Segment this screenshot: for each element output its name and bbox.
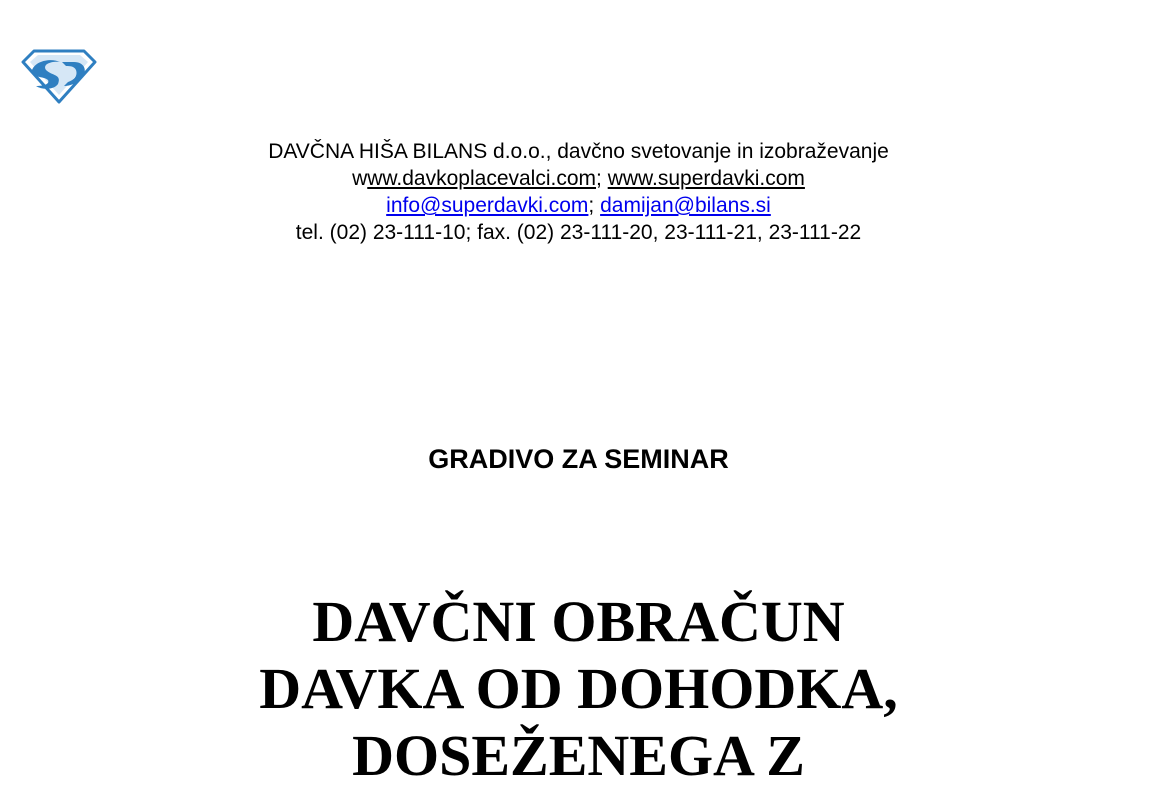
document-title — [0, 588, 1157, 789]
seminar-label: GRADIVO ZA SEMINAR — [428, 444, 729, 474]
website-separator: ; — [596, 167, 608, 190]
company-name: DAVČNA HIŠA BILANS d.o.o., davčno svetovanje in izobraževanje — [268, 140, 889, 163]
email-separator: ; — [588, 194, 601, 217]
website-prefix: w — [352, 167, 368, 190]
website-links-line — [0, 165, 1157, 192]
email-links-line — [0, 192, 1157, 219]
title-line: DAVKA OD DOHODKA, — [259, 656, 898, 721]
website-link-davkoplacevalci[interactable]: ww.davkoplacevalci.com — [367, 167, 597, 190]
email-link-damijan[interactable]: damijan@bilans.si — [600, 194, 771, 217]
company-header — [0, 138, 1157, 246]
email-link-info[interactable]: info@superdavki.com — [386, 194, 589, 217]
title-line: DAVČNI OBRAČUN — [312, 589, 845, 654]
company-logo-icon — [22, 48, 96, 104]
title-line: DOSEŽENEGA Z — [352, 723, 805, 788]
website-link-superdavki[interactable]: www.superdavki.com — [607, 167, 805, 190]
phone-fax-line: tel. (02) 23-111-10; fax. (02) 23-111-20, 23-111-21, 23-111-22 — [295, 221, 862, 244]
